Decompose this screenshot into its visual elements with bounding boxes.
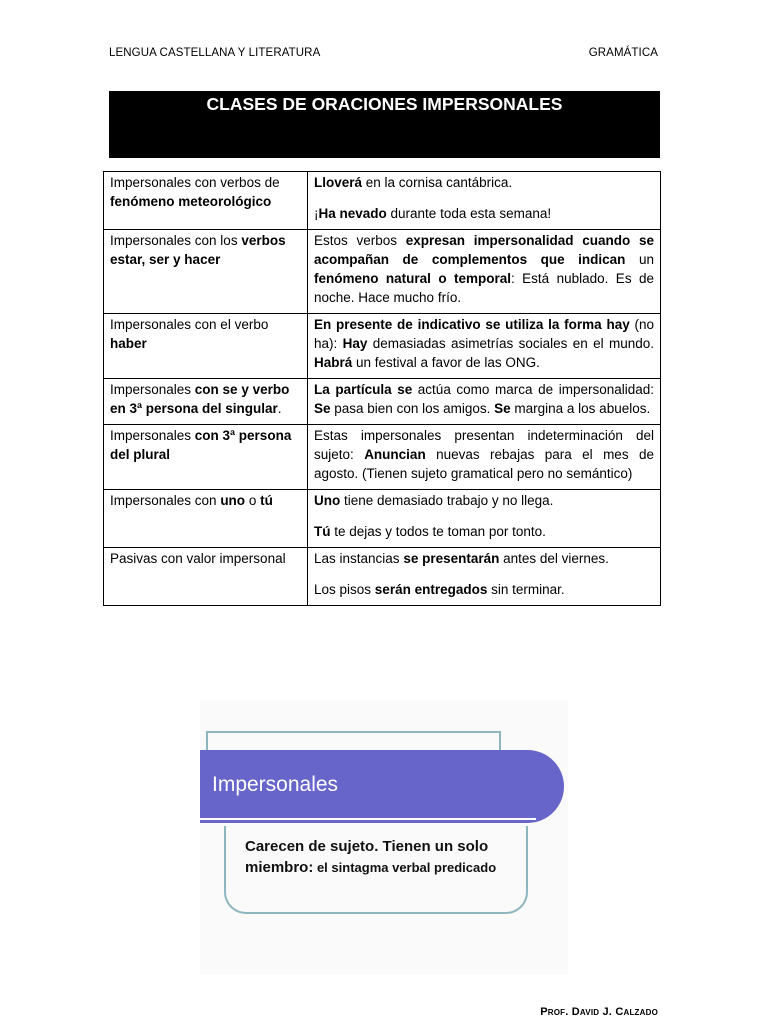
example-text: Se bbox=[314, 401, 331, 416]
example-cell bbox=[308, 379, 661, 425]
type-text: o bbox=[245, 493, 261, 508]
example-text: te dejas y todos te toman por tonto. bbox=[330, 524, 546, 539]
definition-label: miembro: bbox=[245, 859, 314, 876]
example-paragraph bbox=[314, 580, 654, 599]
example-text: Tú bbox=[314, 524, 331, 539]
example-text: Las instancias bbox=[314, 551, 404, 566]
example-paragraph bbox=[314, 380, 654, 418]
example-text: Anuncian bbox=[364, 447, 426, 462]
type-text: Impersonales bbox=[110, 382, 195, 397]
example-text: se presentarán bbox=[403, 551, 500, 566]
impersonales-slide bbox=[200, 700, 568, 974]
type-text: tú bbox=[260, 493, 273, 508]
example-text: Hay bbox=[342, 336, 368, 351]
impersonal-type-cell bbox=[104, 230, 308, 314]
example-text: serán entregados bbox=[374, 582, 488, 597]
impersonal-type-cell bbox=[104, 548, 308, 606]
example-text: En presente de indicativo se utiliza la forma hay bbox=[314, 317, 630, 332]
example-text: demasiadas asimetrías sociales en el mundo. bbox=[367, 336, 655, 351]
type-text: Impersonales bbox=[110, 428, 195, 443]
example-paragraph bbox=[314, 426, 654, 483]
type-text: verbos estar, ser y hacer bbox=[110, 233, 286, 267]
example-cell bbox=[308, 172, 661, 230]
example-text: durante toda esta semana! bbox=[386, 206, 552, 221]
slide-divider bbox=[200, 818, 536, 820]
type-text: con se y verbo en 3ª persona del singular bbox=[110, 382, 290, 416]
example-text: nuevas rebajas para el mes de agosto. (Tienen sujeto gramatical pero no semántico) bbox=[314, 447, 654, 481]
impersonal-type-cell bbox=[104, 172, 308, 230]
header-subject: LENGUA CASTELLANA Y LITERATURA bbox=[109, 47, 321, 59]
example-text: Estas impersonales presentan indeterminación del sujeto: bbox=[314, 428, 654, 462]
impersonal-type-cell bbox=[104, 425, 308, 490]
example-cell bbox=[308, 230, 661, 314]
example-cell bbox=[308, 490, 661, 548]
type-text: Pasivas con valor impersonal bbox=[110, 551, 286, 566]
example-text: Los pisos bbox=[314, 582, 375, 597]
example-text: La partícula se bbox=[314, 382, 413, 397]
example-cell bbox=[308, 314, 661, 379]
slide-title: Impersonales bbox=[212, 773, 339, 796]
title-banner bbox=[109, 91, 660, 158]
impersonal-type-cell bbox=[104, 490, 308, 548]
impersonal-type-cell bbox=[104, 379, 308, 425]
type-text: Impersonales con el verbo bbox=[110, 317, 269, 332]
header-section: GRAMÁTICA bbox=[588, 47, 658, 59]
table-row bbox=[104, 172, 661, 230]
example-text: un festival a favor de las ONG. bbox=[352, 355, 540, 370]
type-text: uno bbox=[220, 493, 246, 508]
example-cell bbox=[308, 425, 661, 490]
type-text: haber bbox=[110, 336, 147, 351]
type-text: con 3ª persona del plural bbox=[110, 428, 292, 462]
example-text: Uno bbox=[314, 493, 341, 508]
example-paragraph bbox=[314, 491, 654, 510]
example-text: margina a los abuelos. bbox=[510, 401, 651, 416]
table-row bbox=[104, 490, 661, 548]
example-paragraph bbox=[314, 522, 654, 541]
type-text: fenómeno meteorológico bbox=[110, 194, 272, 209]
type-text: . bbox=[277, 401, 282, 416]
impersonal-type-cell bbox=[104, 314, 308, 379]
type-text: Impersonales con verbos de bbox=[110, 175, 280, 190]
definition-line-1: Carecen de sujeto. Tienen un solo bbox=[245, 838, 489, 855]
example-paragraph bbox=[314, 231, 654, 307]
example-text: tiene demasiado trabajo y no llega. bbox=[340, 493, 554, 508]
example-text: Estos verbos bbox=[314, 233, 406, 248]
example-text: expresan impersonalidad cuando se acompañan de complementos que indican bbox=[314, 233, 654, 267]
example-text: un bbox=[625, 252, 654, 267]
type-text: Impersonales con bbox=[110, 493, 221, 508]
example-text: Lloverá bbox=[314, 175, 363, 190]
example-text: Se bbox=[494, 401, 511, 416]
example-paragraph bbox=[314, 204, 654, 223]
example-cell bbox=[308, 548, 661, 606]
footer-author: Prof. David J. Calzado bbox=[540, 1006, 658, 1018]
example-paragraph bbox=[314, 549, 654, 568]
example-text: Ha nevado bbox=[318, 206, 387, 221]
example-text: antes del viernes. bbox=[499, 551, 609, 566]
table-row bbox=[104, 379, 661, 425]
slide-definition bbox=[245, 836, 545, 878]
example-text: actúa como marca de impersonalidad: bbox=[412, 382, 654, 397]
table-row bbox=[104, 548, 661, 606]
table-row bbox=[104, 425, 661, 490]
page-title: CLASES DE ORACIONES IMPERSONALES bbox=[206, 94, 563, 114]
example-text: : Está nublado. Es de noche. Hace mucho frío. bbox=[314, 271, 654, 305]
impersonal-types-table bbox=[103, 171, 661, 606]
example-text: en la cornisa cantábrica. bbox=[362, 175, 513, 190]
example-text: sin terminar. bbox=[487, 582, 565, 597]
example-text: pasa bien con los amigos. bbox=[330, 401, 495, 416]
example-paragraph bbox=[314, 315, 654, 372]
example-text: fenómeno natural o temporal bbox=[314, 271, 512, 286]
example-paragraph bbox=[314, 173, 654, 192]
example-text: ¡ bbox=[314, 206, 319, 221]
definition-detail: el sintagma verbal predicado bbox=[313, 860, 497, 875]
table-row bbox=[104, 314, 661, 379]
type-text: Impersonales con los bbox=[110, 233, 242, 248]
table-row bbox=[104, 230, 661, 314]
example-text: (no ha): bbox=[314, 317, 654, 351]
example-text: Habrá bbox=[314, 355, 353, 370]
